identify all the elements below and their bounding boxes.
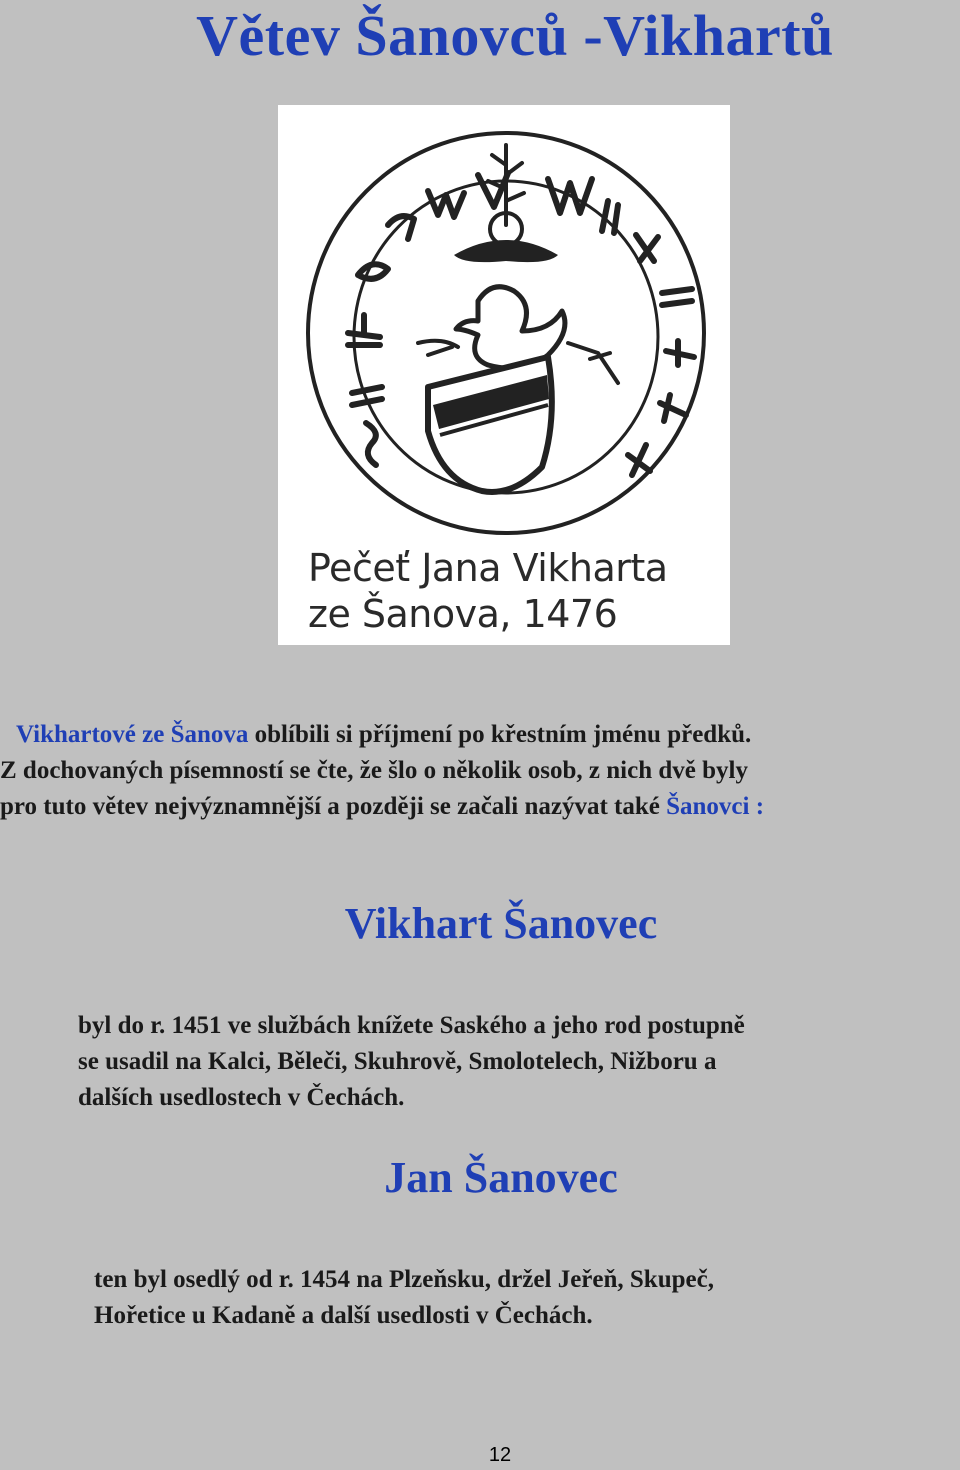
- page-number: 12: [488, 1444, 512, 1466]
- intro-paragraph: [0, 717, 764, 825]
- highlight-name: Šanovci :: [666, 793, 765, 820]
- highlight-name: Vikhartové ze Šanova: [16, 721, 249, 748]
- seal-caption: [308, 545, 668, 637]
- section-paragraph-vikhart: [78, 1008, 745, 1116]
- intro-line: Z dochovaných písemností se čte, že šlo o několik osob, z nich dvě byly: [0, 757, 748, 784]
- intro-line: [0, 789, 764, 825]
- paragraph-line: byl do r. 1451 ve službách knížete Saského a jeho rod postupně: [78, 1012, 745, 1039]
- section-heading-vikhart: Vikhart Šanovec: [344, 899, 658, 948]
- section-heading-jan: Jan Šanovec: [384, 1153, 618, 1202]
- paragraph-line: dalších usedlostech v Čechách.: [78, 1084, 405, 1111]
- seal-caption-line: Pečeť Jana Vikharta: [308, 546, 668, 590]
- intro-line: [0, 717, 764, 753]
- seal-caption-line: ze Šanova, 1476: [308, 592, 618, 636]
- intro-text: oblíbili si příjmení po křestním jménu předků.: [248, 721, 752, 748]
- paragraph-line: Hořetice u Kadaně a další usedlosti v Čechách.: [94, 1302, 593, 1329]
- page-title: Větev Šanovců -Vikhartů: [196, 3, 834, 68]
- section-paragraph-jan: [94, 1262, 714, 1334]
- paragraph-line: ten byl osedlý od r. 1454 na Plzeňsku, držel Jeřeň, Skupeč,: [94, 1266, 714, 1293]
- paragraph-line: se usadil na Kalci, Běleči, Skuhrově, Smolotelech, Nižboru a: [78, 1048, 717, 1075]
- seal-image: [278, 105, 730, 645]
- intro-text: pro tuto větev nejvýznamnější a později se začali nazývat také: [0, 793, 667, 820]
